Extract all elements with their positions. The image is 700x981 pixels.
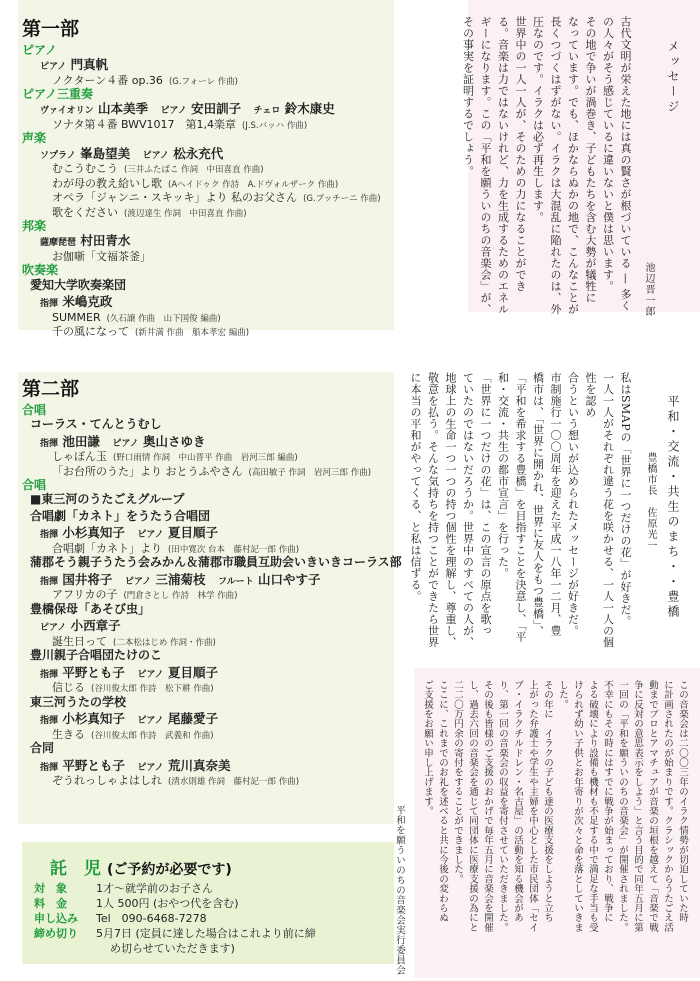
performer-name: 鈴木康史	[280, 101, 335, 117]
childcare-value: 1人 500円 (おやつ代を含む)	[96, 897, 239, 910]
performer-line	[40, 435, 206, 451]
peace-title: 平和・交流・共生のまち・・豊橋	[666, 395, 680, 620]
vertical-text-line: ていたのではないだろうか。世界中のすべての人が、	[461, 372, 475, 648]
performer-line	[40, 147, 223, 163]
work-credit: (三井ふたばこ 作詞 中田喜直 作曲)	[124, 165, 264, 176]
work-title: アフリカの子 (門倉さとし 作詩 林学 作曲)	[52, 588, 238, 602]
work-credit: (清水則雄 作詞 藤村記一郎 作曲)	[168, 777, 300, 788]
performer-role: 指揮	[40, 762, 59, 773]
performer-line	[40, 573, 321, 589]
performer-name: 峯島望美	[75, 145, 143, 161]
vertical-text-line: ご支援をお願い申し上げます。	[422, 680, 433, 816]
category-label: ピアノ	[22, 43, 58, 57]
performer-role: 指揮	[40, 299, 59, 309]
performer-role: ピアノ	[160, 106, 187, 117]
work-credit: (田中寛次 台本 藤村記一郎 作曲)	[168, 544, 300, 555]
ensemble-name: 合唱劇「カネト」をうたう合唱団	[30, 508, 211, 523]
performer-role: 指揮	[40, 669, 59, 680]
vertical-text-line: り、第一回の音楽会の収益を寄付させていただきました。	[497, 680, 508, 933]
performer-name: 山口やす子	[253, 571, 321, 587]
performer-line	[40, 58, 108, 74]
vertical-text-line: 和・交流・共生の都市宣言」を行った。	[496, 372, 510, 579]
peace-author: 豊橋市長 佐原光一	[645, 452, 656, 551]
performer-line	[40, 526, 218, 542]
performer-role: フルート	[218, 576, 254, 587]
childcare-heading: 託 児	[50, 859, 101, 879]
childcare-title	[50, 854, 232, 879]
work-title: ぞうれっしゃよはしれ (清水則雄 作詞 藤村記一郎 作曲)	[52, 774, 300, 788]
category-label: 声楽	[22, 131, 47, 146]
performer-role: 指揮	[40, 438, 59, 449]
vertical-text-line: その後も皆様のご支援のおかげで毎年五月に音楽会を開催	[482, 680, 493, 933]
performer-name: 米嶋克政	[58, 294, 113, 309]
message-author: 池辺晋一郎	[643, 262, 654, 317]
vertical-text-line: 圧なのです。イラクは必ず再生します。	[531, 16, 545, 223]
category-label: 邦楽	[22, 219, 47, 234]
vertical-text-line: 橋市は、「世界に開かれ、世界に友人をもつ豊橋」、	[531, 372, 545, 637]
vertical-text-line: 動までプロとアマチュアが音楽の垣根を越えて「音楽で戦	[647, 680, 658, 933]
performer-name: 村田青水	[76, 233, 131, 249]
performer-role: 指揮	[40, 576, 59, 587]
work-title: 歌をください (渡辺達生 作詞 中田喜直 作曲)	[52, 205, 247, 219]
vertical-text-line: その年に イラクの子ども達の医療支援をしようと立ち	[542, 680, 553, 923]
childcare-row	[34, 910, 207, 926]
vertical-text-line: ギーになります。この「平和を願ういのちの音楽会」が、	[479, 16, 492, 315]
childcare-note: (ご予約が必要です)	[107, 862, 232, 878]
part2-title: 第二部	[22, 378, 80, 400]
work-credit: (門倉さとし 作詩 林学 作曲)	[123, 591, 238, 602]
performer-line	[40, 712, 218, 728]
work-title: オペラ「ジャンニ・スキッキ」より 私のお父さん (G.プッチーニ 作曲)	[52, 191, 381, 205]
performer-name: 平野とも子	[58, 757, 138, 773]
vertical-text-line: の人々がそう感じているに違いないと僕は思います。	[601, 16, 615, 292]
work-credit: (渡辺達生 作詞 中田喜直 作曲)	[124, 208, 247, 219]
vertical-text-line: その事実を証明するでしょう。	[461, 16, 475, 177]
ensemble-name: 合同	[30, 741, 55, 756]
vertical-text-line: なっています。でも、ほかならぬかの地で、こんなことが	[566, 16, 580, 315]
childcare-value: 1才〜就学前のお子さん	[96, 882, 213, 895]
performer-name: 尾藤愛子	[163, 711, 219, 727]
vertical-text-line: 不幸にもその時にはすでに戦争が始まっており、戦争に	[602, 680, 613, 923]
performer-name: 門真帆	[66, 57, 109, 73]
performer-name: 夏目順子	[163, 664, 219, 680]
performer-role: ピアノ	[40, 62, 67, 73]
work-title: ノクターン４番 op.36 (G.フォーレ 作曲)	[52, 73, 238, 87]
vertical-text-line: よる破壊により設備も機材も不足する中で満足な手当も受	[587, 680, 598, 933]
vertical-text-line: 合うという想いが込められたメッセージが好きだ。	[566, 372, 580, 637]
childcare-label: 料 金	[34, 897, 67, 910]
performer-name: 荒川真奈美	[163, 757, 231, 773]
vertical-text-line: し、過去六回の音楽会を通じて同団体に医療支援の為にと	[467, 680, 478, 933]
performer-name: 奥山さゆき	[138, 433, 206, 449]
category-label: 吹奏楽	[22, 263, 59, 278]
performer-role: ピアノ	[40, 623, 67, 634]
childcare-value: め切らせていただきます)	[110, 942, 235, 955]
ensemble-name: 豊川親子合唱団たけのこ	[30, 648, 163, 663]
vertical-text-line: に本当の平和がやってくる、と私は信ずる。	[409, 372, 422, 602]
ensemble-name: 愛知大学吹奏楽団	[30, 277, 127, 292]
performer-line	[40, 759, 231, 775]
ensemble-name: 蒲郡そう親子うたう会みかん＆蒲郡市職員互助会いきいきコーラス部	[30, 555, 402, 570]
work-credit: (野口雨情 作詞 中山晋平 作曲 岩河三郎 編曲)	[113, 453, 298, 464]
performer-role: ソプラノ	[40, 150, 76, 161]
performer-line	[40, 234, 130, 250]
work-title: わが母の教え給いし歌 (Aヘイドゥク 作詩 A.ドヴォルザーク 作曲)	[52, 176, 339, 190]
vertical-text-line: ここに、これまでのお礼を述べると共に今後の変わらぬ	[437, 680, 448, 923]
vertical-text-line: 争に反対の意思表示をしよう」と言う目的で同年五月に第	[632, 680, 643, 933]
category-label: 合唱	[22, 478, 47, 493]
work-title: お伽噺「文福茶釜」	[52, 249, 151, 263]
vertical-text-line: 「世界に一つだけの花」は、この宣言の原点を歌っ	[479, 372, 492, 637]
performer-role: ピアノ	[137, 669, 164, 680]
vertical-text-line: 二二〇万円余の寄付をすることができました。	[452, 680, 463, 884]
work-credit: (G.フォーレ 作曲)	[168, 76, 238, 87]
performer-role: 薩摩琵琶	[40, 238, 77, 249]
ensemble-name: 豊橋保母「あそび虫」	[30, 601, 151, 616]
vertical-text-line: その地で争いが渦巻き、子どもたちを含む大勢が犠牲に	[584, 16, 597, 304]
vertical-text-line: 長くつづくはずがない。イラクは大混乱に陥れたのは、外	[549, 16, 562, 315]
ensemble-name: コーラス・てんとうむし	[30, 417, 162, 432]
work-title: ソナタ第４番 BWV1017 第1,4楽章 (J.S.バッハ 作曲)	[52, 117, 308, 131]
work-title: 生きる (谷川俊太郎 作詩 武義和 作曲)	[52, 727, 214, 741]
childcare-label: 締め切り	[34, 927, 78, 940]
performer-line	[40, 619, 121, 635]
work-credit: (二本松はじめ 作詞・作曲)	[113, 637, 216, 648]
performer-name: 国井将子	[58, 571, 125, 587]
performer-role: ピアノ	[137, 530, 164, 541]
work-credit: (新井満 作曲 船本孝宏 編曲)	[135, 328, 250, 338]
category-label: ピアノ三重奏	[22, 87, 94, 102]
category-label: 合唱	[22, 403, 47, 417]
ensemble-name: ■東三河のうたごえグループ	[30, 492, 185, 507]
performer-name: 三浦菊枝	[151, 571, 219, 587]
performer-name: 夏目順子	[163, 525, 219, 541]
work-title: 「お台所のうた」より おとうふやさん (高田敏子 作詞 岩河三郎 作曲)	[52, 464, 372, 478]
childcare-label: 対 象	[34, 882, 67, 895]
vertical-text-line: 一回の「平和を願ういのちの音楽会」が開催されました。	[617, 680, 628, 933]
childcare-row	[34, 925, 316, 941]
vertical-text-line: した。	[557, 680, 568, 710]
part1-title: 第一部	[22, 18, 80, 40]
performer-line	[40, 102, 335, 118]
performer-role: ピアノ	[137, 716, 164, 727]
vertical-text-line: 上がった弁護士や学生や主婦を中心とした市民団体「セイ	[527, 680, 538, 933]
performer-role: ピアノ	[124, 576, 152, 587]
ensemble-name: 東三河うたの学校	[30, 694, 127, 709]
message-title: メッセージ	[666, 40, 680, 115]
work-credit: (G.プッチーニ 作曲)	[303, 194, 381, 205]
vertical-text-line: 敬意を払う。そんな気持ちを持つことができたら世界	[426, 372, 440, 648]
vertical-text-line: 世界中の一人一人が、そのための力になることができ	[514, 16, 527, 292]
performer-line	[40, 295, 112, 311]
peace-body	[407, 372, 635, 654]
work-title: 誕生日って (二本松はじめ 作詞・作曲)	[52, 634, 216, 648]
childcare-value: Tel 090-6468-7278	[96, 912, 207, 925]
work-title: SUMMER (久石譲 作曲 山下国俊 編曲)	[52, 310, 221, 324]
performer-name: 小西章子	[66, 618, 121, 634]
work-credit: (高田敏子 作詞 岩河三郎 作曲)	[248, 467, 372, 478]
childcare-box	[22, 842, 394, 964]
childcare-label: 申し込み	[34, 912, 78, 925]
vertical-text-line: けられず幼い子供とお年寄りが次々と命を落としていきま	[572, 680, 583, 933]
closing-signature: 平和を願ういのちの音楽会実行委員会	[394, 805, 405, 975]
work-title: 信じる (谷川俊太郎 作詩 松下耕 作曲)	[52, 681, 214, 695]
vertical-text-line: に計画されたのが始まりです。クラシックからうたごえ活	[662, 680, 673, 933]
vertical-text-line: この音楽会は二〇〇三年のイラク情勢が切迫していた時	[677, 680, 688, 923]
performer-name: 小杉真知子	[58, 711, 138, 727]
work-credit: (谷川俊太郎 作詩 武義和 作曲)	[91, 730, 214, 741]
childcare-row	[48, 940, 235, 956]
performer-role: 指揮	[40, 716, 59, 727]
performer-role: チェロ	[253, 106, 281, 117]
vertical-text-line: る。音楽は力ではないけれど、力を生成するためのエネル	[496, 16, 510, 315]
work-title: 千の風になって (新井満 作曲 船本孝宏 編曲)	[52, 325, 250, 338]
vertical-text-line: 私はSMAPの「世界に一つだけの花」が好きだ。	[619, 372, 632, 627]
performer-role: 指揮	[40, 530, 59, 541]
work-title: しゃぼん玉 (野口雨情 作詞 中山晋平 作曲 岩河三郎 編曲)	[52, 450, 298, 464]
vertical-text-line: 古代文明が栄えた地には真の賢さが根づいている — 多く	[619, 16, 632, 312]
vertical-text-line: 地球上の生命一つ一つの持つ個性を理解し、尊重し、	[444, 372, 457, 648]
work-credit: (Aヘイドゥク 作詩 A.ドヴォルザーク 作曲)	[168, 179, 339, 190]
message-body	[459, 16, 634, 352]
childcare-row	[34, 880, 213, 896]
vertical-text-line: ブ・イラクチルドレン・名古屋」の活動を知る機会があ	[512, 680, 523, 923]
work-title: むこうむこう (三井ふたばこ 作詞 中田喜直 作曲)	[52, 162, 264, 176]
performer-role: ピアノ	[137, 762, 164, 773]
work-credit: (J.S.バッハ 作曲)	[242, 120, 308, 131]
closing-body	[420, 680, 690, 976]
performer-name: 池田謙	[58, 433, 113, 449]
performer-role: ピアノ	[112, 438, 139, 449]
work-title: 合唱劇「カネト」より (田中寛次 台本 藤村記一郎 作曲)	[52, 541, 300, 555]
childcare-row	[34, 895, 239, 911]
vertical-text-line: 「平和を希求する豊橋」を目指すことを決意し、「平	[514, 372, 527, 643]
performer-role: ヴァイオリン	[40, 106, 94, 117]
work-credit: (谷川俊太郎 作詩 松下耕 作曲)	[91, 684, 214, 695]
performer-name: 平野とも子	[58, 664, 138, 680]
performer-name: 安田訓子	[186, 101, 254, 117]
performer-line	[40, 666, 218, 682]
performer-role: ピアノ	[142, 150, 169, 161]
performer-name: 松永充代	[168, 145, 224, 161]
vertical-text-line: 一人一人がそれぞれ違う花を咲かせる、一人一人の個性を認め	[584, 372, 615, 648]
performer-name: 小杉真知子	[58, 525, 138, 541]
childcare-value: 5月7日 (定員に達した場合はこれより前に締	[96, 927, 316, 940]
work-credit: (久石譲 作曲 山下国俊 編曲)	[106, 313, 221, 324]
vertical-text-line: 市制施行一〇〇周年を迎えた平成一八年一二月、豊	[549, 372, 562, 637]
performer-name: 山本美季	[93, 101, 161, 117]
